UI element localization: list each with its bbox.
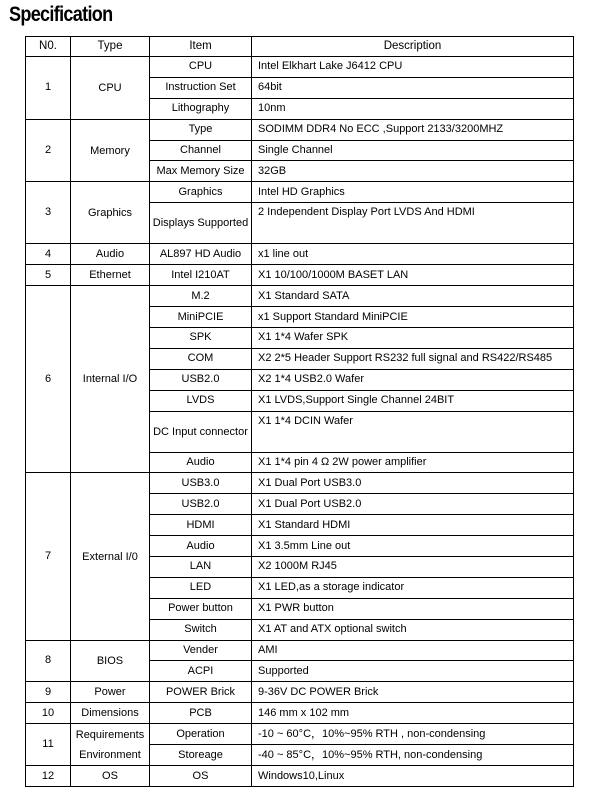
spec-description-cell: 2 Independent Display Port LVDS And HDMI <box>252 203 574 244</box>
spec-item-cell: Instruction Set <box>150 77 252 98</box>
spec-item-cell: M.2 <box>150 286 252 307</box>
spec-description-cell: X1 1*4 pin 4 Ω 2W power amplifier <box>252 452 574 473</box>
table-row <box>26 766 574 787</box>
spec-item-cell: USB3.0 <box>150 473 252 494</box>
spec-description-cell: 64bit <box>252 77 574 98</box>
spec-description-cell: X1 Dual Port USB2.0 <box>252 494 574 515</box>
spec-item-cell: CPU <box>150 57 252 78</box>
spec-number-cell: 8 <box>26 640 71 682</box>
spec-number-cell: 1 <box>26 57 71 120</box>
spec-type-cell: Memory <box>71 119 150 182</box>
spec-item-cell: Storeage <box>150 745 252 766</box>
spec-number-cell: 9 <box>26 682 71 703</box>
spec-description-cell: 10nm <box>252 98 574 119</box>
page-title: Specification <box>9 3 113 26</box>
spec-description-cell: X1 1*4 Wafer SPK <box>252 328 574 349</box>
spec-number-cell: 6 <box>26 286 71 473</box>
spec-description-cell: X1 AT and ATX optional switch <box>252 619 574 640</box>
spec-item-cell: Max Memory Size <box>150 161 252 182</box>
spec-item-cell: Audio <box>150 536 252 557</box>
spec-description-cell: X1 1*4 DCIN Wafer <box>252 411 574 452</box>
spec-description-cell: x1 Support Standard MiniPCIE <box>252 307 574 328</box>
spec-item-cell: Vender <box>150 640 252 661</box>
spec-number-cell: 7 <box>26 473 71 640</box>
spec-description-cell: X1 Standard HDMI <box>252 515 574 536</box>
spec-number-cell: 3 <box>26 182 71 244</box>
spec-item-cell: Operation <box>150 724 252 745</box>
spec-item-cell: USB2.0 <box>150 494 252 515</box>
header-type: Type <box>71 37 150 57</box>
spec-item-cell: Power button <box>150 598 252 619</box>
spec-description-cell: -10 ~ 60°C，10%~95% RTH , non-condensing <box>252 724 574 745</box>
spec-item-cell: Graphics <box>150 182 252 203</box>
spec-type-cell: Internal I/O <box>71 286 150 473</box>
spec-item-cell: LED <box>150 577 252 598</box>
spec-description-cell: -40 ~ 85°C，10%~95% RTH, non-condensing <box>252 745 574 766</box>
spec-type-cell: BIOS <box>71 640 150 682</box>
spec-description-cell: X2 1000M RJ45 <box>252 557 574 578</box>
spec-type-cell: Power <box>71 682 150 703</box>
spec-description-cell: 32GB <box>252 161 574 182</box>
spec-description-cell: Single Channel <box>252 140 574 161</box>
spec-description-cell: x1 line out <box>252 244 574 265</box>
table-row <box>26 703 574 724</box>
header-item: Item <box>150 37 252 57</box>
table-row <box>26 286 574 307</box>
spec-item-cell: AL897 HD Audio <box>150 244 252 265</box>
spec-item-cell: Displays Supported <box>150 203 252 244</box>
spec-description-cell: Intel Elkhart Lake J6412 CPU <box>252 57 574 78</box>
spec-type-cell: Dimensions <box>71 703 150 724</box>
spec-item-cell: Switch <box>150 619 252 640</box>
spec-item-cell: Channel <box>150 140 252 161</box>
table-header-row <box>26 37 574 57</box>
spec-item-cell: SPK <box>150 328 252 349</box>
spec-item-cell: OS <box>150 766 252 787</box>
spec-table <box>25 36 574 787</box>
spec-description-cell: X1 LVDS,Support Single Channel 24BIT <box>252 390 574 411</box>
spec-description-cell: Intel HD Graphics <box>252 182 574 203</box>
spec-type-cell: External I/0 <box>71 473 150 640</box>
spec-description-cell: AMI <box>252 640 574 661</box>
header-no: N0. <box>26 37 71 57</box>
spec-number-cell: 12 <box>26 766 71 787</box>
spec-type-cell: Ethernet <box>71 265 150 286</box>
header-description: Description <box>252 37 574 57</box>
spec-item-cell: Lithography <box>150 98 252 119</box>
spec-description-cell: X1 LED,as a storage indicator <box>252 577 574 598</box>
spec-table-body <box>26 57 574 787</box>
table-row <box>26 682 574 703</box>
spec-description-cell: X1 Standard SATA <box>252 286 574 307</box>
spec-item-cell: HDMI <box>150 515 252 536</box>
spec-item-cell: COM <box>150 348 252 369</box>
spec-item-cell: DC Input connector <box>150 411 252 452</box>
spec-item-cell: MiniPCIE <box>150 307 252 328</box>
spec-number-cell: 4 <box>26 244 71 265</box>
spec-item-cell: USB2.0 <box>150 369 252 390</box>
table-row <box>26 57 574 78</box>
spec-item-cell: Type <box>150 119 252 140</box>
spec-number-cell: 5 <box>26 265 71 286</box>
spec-type-cell: Audio <box>71 244 150 265</box>
spec-type-cell: CPU <box>71 57 150 120</box>
spec-type-cell: Graphics <box>71 182 150 244</box>
spec-description-cell: Windows10,Linux <box>252 766 574 787</box>
table-row <box>26 473 574 494</box>
spec-item-cell: ACPI <box>150 661 252 682</box>
spec-description-cell: X1 3.5mm Line out <box>252 536 574 557</box>
spec-number-cell: 2 <box>26 119 71 182</box>
table-row <box>26 244 574 265</box>
spec-description-cell: X2 2*5 Header Support RS232 full signal and RS422/RS485 <box>252 348 574 369</box>
spec-description-cell: Supported <box>252 661 574 682</box>
spec-number-cell: 11 <box>26 724 71 766</box>
spec-item-cell: Intel I210AT <box>150 265 252 286</box>
spec-description-cell: X1 Dual Port USB3.0 <box>252 473 574 494</box>
spec-description-cell: 146 mm x 102 mm <box>252 703 574 724</box>
spec-description-cell: X1 PWR button <box>252 598 574 619</box>
spec-type-cell: OS <box>71 766 150 787</box>
table-row <box>26 182 574 203</box>
table-row <box>26 265 574 286</box>
spec-description-cell: X2 1*4 USB2.0 Wafer <box>252 369 574 390</box>
spec-item-cell: POWER Brick <box>150 682 252 703</box>
spec-description-cell: SODIMM DDR4 No ECC ,Support 2133/3200MHZ <box>252 119 574 140</box>
spec-number-cell: 10 <box>26 703 71 724</box>
spec-item-cell: Audio <box>150 452 252 473</box>
spec-type-cell: Requirements Environment <box>71 724 150 766</box>
table-row <box>26 724 574 745</box>
spec-description-cell: 9-36V DC POWER Brick <box>252 682 574 703</box>
spec-item-cell: LVDS <box>150 390 252 411</box>
spec-item-cell: PCB <box>150 703 252 724</box>
table-row <box>26 119 574 140</box>
spec-item-cell: LAN <box>150 557 252 578</box>
table-row <box>26 640 574 661</box>
spec-description-cell: X1 10/100/1000M BASET LAN <box>252 265 574 286</box>
